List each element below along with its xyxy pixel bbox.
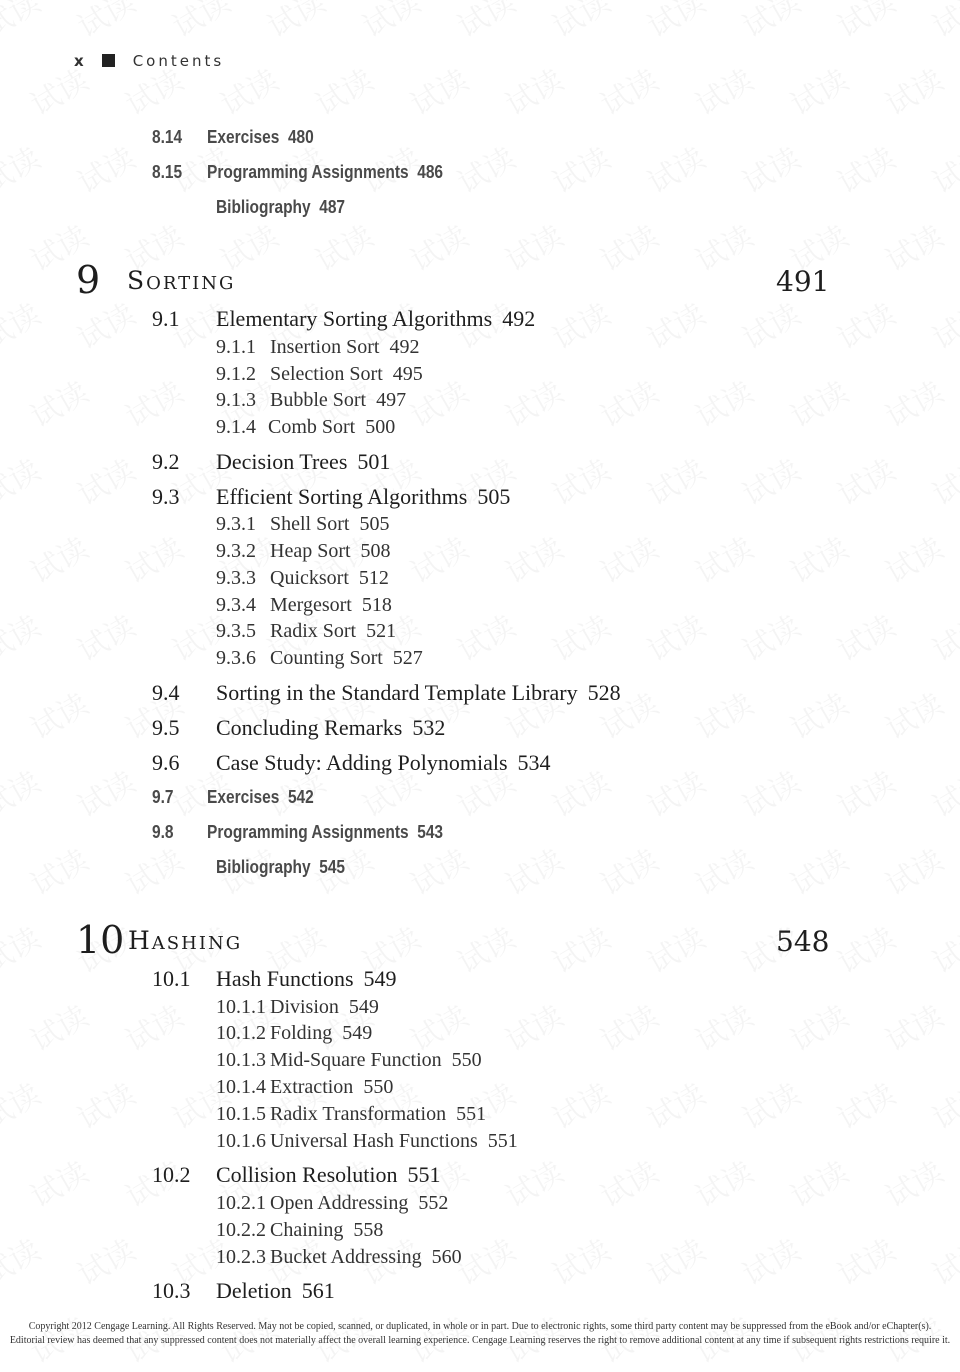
watermark-text xyxy=(591,524,665,592)
chapter-number: 10 xyxy=(76,918,125,962)
watermark-text xyxy=(68,1070,142,1138)
watermark-text xyxy=(876,680,950,748)
watermark-text xyxy=(828,1226,902,1294)
watermark-text xyxy=(876,212,950,280)
toc-subsection[interactable]: 9.3.2 Heap Sort 508 xyxy=(216,540,391,562)
watermark-text xyxy=(923,0,960,46)
watermark-text xyxy=(638,446,712,514)
watermark-text xyxy=(306,56,380,124)
watermark-text xyxy=(638,290,712,358)
watermark-text xyxy=(781,836,855,904)
chapter-title[interactable]: Hashing xyxy=(128,926,243,955)
watermark-text xyxy=(733,446,807,514)
toc-section[interactable]: 9.4 Sorting in the Standard Template Library 528 xyxy=(152,680,621,705)
watermark-text xyxy=(686,992,760,1060)
toc-section[interactable]: 10.1 Hash Functions 549 xyxy=(152,966,397,991)
toc-subsection[interactable]: 10.1.3 Mid-Square Function 550 xyxy=(216,1049,482,1071)
watermark-text xyxy=(116,368,190,436)
watermark-text xyxy=(543,290,617,358)
watermark-text xyxy=(353,0,427,46)
watermark-text xyxy=(543,602,617,670)
watermark-text xyxy=(68,758,142,826)
toc-subsection[interactable]: 10.1.5 Radix Transformation 551 xyxy=(216,1103,487,1125)
watermark-text xyxy=(0,914,47,982)
toc-subsection[interactable]: 9.1.3 Bubble Sort 497 xyxy=(216,389,407,411)
watermark-text xyxy=(496,212,570,280)
watermark-text xyxy=(448,134,522,202)
watermark-text xyxy=(401,524,475,592)
watermark-text xyxy=(0,0,47,46)
watermark-text xyxy=(68,602,142,670)
toc-subsection[interactable]: 9.3.1 Shell Sort 505 xyxy=(216,513,390,535)
watermark-text xyxy=(733,0,807,46)
watermark-text xyxy=(68,1226,142,1294)
square-bullet-icon xyxy=(102,54,115,67)
watermark-text xyxy=(733,1226,807,1294)
watermark-text xyxy=(876,524,950,592)
watermark-text xyxy=(543,1070,617,1138)
watermark-text xyxy=(543,0,617,46)
toc-subsection[interactable]: 10.1.4 Extraction 550 xyxy=(216,1076,394,1098)
watermark-text xyxy=(116,836,190,904)
watermark-text xyxy=(686,368,760,436)
toc-entry[interactable]: 9.8 Programming Assignments 543 xyxy=(152,822,444,842)
watermark-text xyxy=(828,1070,902,1138)
watermark-text xyxy=(828,134,902,202)
watermark-text xyxy=(923,1226,960,1294)
watermark-text xyxy=(401,836,475,904)
toc-subsection[interactable]: 10.1.1 Division 549 xyxy=(216,996,379,1018)
chapter-page: 548 xyxy=(776,925,830,958)
toc-subsection[interactable]: 10.1.6 Universal Hash Functions 551 xyxy=(216,1130,518,1152)
watermark-text xyxy=(496,836,570,904)
watermark-text xyxy=(828,602,902,670)
watermark-text xyxy=(638,0,712,46)
watermark-text xyxy=(21,1148,95,1216)
watermark-text xyxy=(781,1148,855,1216)
watermark-text xyxy=(923,446,960,514)
watermark-text xyxy=(686,56,760,124)
toc-subsection[interactable]: 10.2.3 Bucket Addressing 560 xyxy=(216,1246,462,1268)
watermark-text xyxy=(496,368,570,436)
watermark-text xyxy=(638,758,712,826)
toc-entry[interactable]: 8.15 Programming Assignments 486 xyxy=(152,162,444,182)
watermark-text xyxy=(496,56,570,124)
watermark-text xyxy=(306,212,380,280)
watermark-text xyxy=(0,290,47,358)
watermark-text xyxy=(923,1070,960,1138)
watermark-text xyxy=(543,914,617,982)
watermark-text xyxy=(638,1070,712,1138)
toc-subsection[interactable]: 10.1.2 Folding 549 xyxy=(216,1022,373,1044)
watermark-text xyxy=(496,1148,570,1216)
watermark-text xyxy=(496,992,570,1060)
chapter-number: 9 xyxy=(76,258,101,302)
toc-section[interactable]: 9.2 Decision Trees 501 xyxy=(152,449,391,474)
watermark-text xyxy=(0,446,47,514)
watermark-text xyxy=(0,1226,47,1294)
toc-section[interactable]: 9.3 Efficient Sorting Algorithms 505 xyxy=(152,484,511,509)
toc-subsection[interactable]: 9.3.5 Radix Sort 521 xyxy=(216,620,397,642)
watermark-text xyxy=(0,1070,47,1138)
watermark-text xyxy=(591,56,665,124)
copyright-line-2: Editorial review has deemed that any suppressed content does not materially affect the overall learning experience. Cengage Learning reserves the right to remove additional content at any time if subsequent rights restrictions require it. xyxy=(9,1335,951,1346)
watermark-text xyxy=(733,290,807,358)
watermark-text xyxy=(828,290,902,358)
toc-subsection[interactable]: 9.3.6 Counting Sort 527 xyxy=(216,647,423,669)
watermark-text xyxy=(638,602,712,670)
toc-subsection[interactable]: 10.2.1 Open Addressing 552 xyxy=(216,1192,449,1214)
watermark-text xyxy=(21,992,95,1060)
watermark-text xyxy=(781,992,855,1060)
watermark-text xyxy=(923,290,960,358)
watermark-text xyxy=(21,836,95,904)
watermark-text xyxy=(543,446,617,514)
toc-section[interactable]: 10.3 Deletion 561 xyxy=(152,1278,335,1303)
watermark-text xyxy=(448,914,522,982)
watermark-text xyxy=(116,992,190,1060)
watermark-text xyxy=(923,134,960,202)
running-head-title: Contents xyxy=(132,52,225,70)
watermark-text xyxy=(543,758,617,826)
watermark-text xyxy=(638,1226,712,1294)
watermark-text xyxy=(923,602,960,670)
watermark-text xyxy=(781,56,855,124)
running-head xyxy=(74,52,224,70)
watermark-text xyxy=(591,368,665,436)
toc-entry[interactable]: Bibliography 545 xyxy=(216,857,346,877)
toc-subsection[interactable]: 9.3.3 Quicksort 512 xyxy=(216,567,389,589)
toc-section[interactable]: 10.2 Collision Resolution 551 xyxy=(152,1162,441,1187)
watermark-text xyxy=(828,0,902,46)
watermark-text xyxy=(116,524,190,592)
watermark-text xyxy=(876,1148,950,1216)
toc-subsection[interactable]: 9.3.4 Mergesort 518 xyxy=(216,594,392,616)
toc-section[interactable]: 9.5 Concluding Remarks 532 xyxy=(152,715,446,740)
watermark-text xyxy=(876,836,950,904)
watermark-text xyxy=(68,134,142,202)
watermark-text xyxy=(781,368,855,436)
watermark-text xyxy=(733,758,807,826)
watermark-text xyxy=(21,524,95,592)
watermark-text xyxy=(923,914,960,982)
chapter-page: 491 xyxy=(776,265,830,298)
watermark-text xyxy=(638,134,712,202)
watermark-text xyxy=(686,524,760,592)
toc-subsection[interactable]: 9.1.4 Comb Sort 500 xyxy=(216,416,396,438)
page-number: x xyxy=(74,52,84,70)
watermark-text xyxy=(448,0,522,46)
watermark-text xyxy=(0,758,47,826)
watermark-text xyxy=(258,0,332,46)
toc-subsection[interactable]: 9.1.2 Selection Sort 495 xyxy=(216,363,423,385)
watermark-text xyxy=(923,758,960,826)
watermark-text xyxy=(543,1226,617,1294)
toc-section[interactable]: 9.1 Elementary Sorting Algorithms 492 xyxy=(152,306,536,331)
toc-section[interactable]: 9.6 Case Study: Adding Polynomials 534 xyxy=(152,750,551,775)
toc-subsection[interactable]: 10.2.2 Chaining 558 xyxy=(216,1219,384,1241)
watermark-text xyxy=(876,56,950,124)
toc-entry[interactable]: 9.7 Exercises 542 xyxy=(152,787,314,807)
toc-entry[interactable]: Bibliography 487 xyxy=(216,197,346,217)
watermark-text xyxy=(448,602,522,670)
watermark-text xyxy=(543,134,617,202)
watermark-text xyxy=(591,1148,665,1216)
watermark-text xyxy=(733,602,807,670)
watermark-text xyxy=(828,446,902,514)
watermark-text xyxy=(781,680,855,748)
watermark-text xyxy=(163,0,237,46)
toc-entry[interactable]: 8.14 Exercises 480 xyxy=(152,127,314,147)
watermark-text xyxy=(733,134,807,202)
watermark-text xyxy=(686,680,760,748)
watermark-text xyxy=(686,212,760,280)
watermark-text xyxy=(781,524,855,592)
watermark-text xyxy=(21,680,95,748)
watermark-text xyxy=(401,56,475,124)
watermark-text xyxy=(686,836,760,904)
watermark-text xyxy=(591,836,665,904)
watermark-text xyxy=(21,368,95,436)
watermark-text xyxy=(733,1070,807,1138)
watermark-text xyxy=(828,758,902,826)
watermark-text xyxy=(0,602,47,670)
watermark-text xyxy=(876,992,950,1060)
watermark-text xyxy=(0,134,47,202)
chapter-title[interactable]: Sorting xyxy=(127,266,236,295)
watermark-text xyxy=(591,212,665,280)
toc-subsection[interactable]: 9.1.1 Insertion Sort 492 xyxy=(216,336,420,358)
watermark-text xyxy=(876,368,950,436)
watermark-text xyxy=(828,914,902,982)
watermark-text xyxy=(496,524,570,592)
copyright-line-1: Copyright 2012 Cengage Learning. All Rights Reserved. May not be copied, scanned, or duplicated, in whole or in part. Due to electronic rights, some third party content may be suppressed from the eBook and/or eChapter(s). xyxy=(28,1321,932,1332)
watermark-text xyxy=(68,446,142,514)
watermark-text xyxy=(68,0,142,46)
watermark-text xyxy=(401,212,475,280)
watermark-text xyxy=(591,992,665,1060)
watermark-text xyxy=(638,914,712,982)
watermark-text xyxy=(686,1148,760,1216)
